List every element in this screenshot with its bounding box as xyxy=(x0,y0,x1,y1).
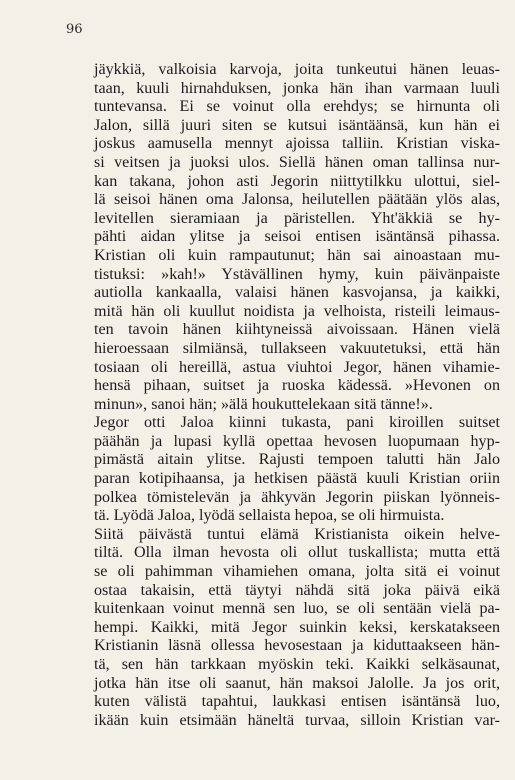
text-line: tuntevansa. Ei se voinut olla erehdys; se hirnunta oli xyxy=(94,98,500,116)
text-line: päähän ja lupasi kyllä opettaa hevosen luopumaan hyp- xyxy=(94,432,500,450)
text-line: kuten välistä tapahtui, laukkasi entisen isäntänsä luo, xyxy=(94,693,500,711)
body-text xyxy=(94,61,500,730)
text-line: kan takana, johon asti Jegorin niittytilkku ulottui, siel- xyxy=(94,172,500,190)
text-line: Kristian oli kuin rampautunut; hän sai ainoastaan mu- xyxy=(94,246,500,264)
text-line: tiltä. Olla ilman hevosta oli ollut tuskallista; mutta että xyxy=(94,544,500,562)
text-line: hensä pihaan, suitset ja ruoska kädessä. »Hevonen on xyxy=(94,377,500,395)
text-line: paran kotipihaansa, ja hetkisen päästä kuuli Kristian oriin xyxy=(94,470,500,488)
text-line: mitä hän oli kuullut noidista ja velhoista, risteili leimaus- xyxy=(94,302,500,320)
page-number: 96 xyxy=(66,22,83,37)
text-line: ostaa takaisin, että täytyi nähdä sitä joka päivä eikä xyxy=(94,581,500,599)
text-line: jäykkiä, valkoisia karvoja, joita tunkeutui hänen leuas- xyxy=(94,61,500,78)
text-line: Kristianin läsnä ollessa hevosestaan ja kiduttaakseen hän- xyxy=(94,637,500,655)
text-line: autiolla kankaalla, valaisi hänen kasvojansa, ja kaikki, xyxy=(94,284,500,302)
text-line: jotka hän itse oli saanut, hän maksoi Jalolle. Ja jos orit, xyxy=(94,674,500,692)
text-line: hempi. Kaikki, mitä Jegor suinkin keksi, kerskatakseen xyxy=(94,618,500,636)
text-line: tistuksi: »kah!» Ystävällinen hymy, kuin päivänpaiste xyxy=(94,265,500,283)
text-line: ten tavoin hänen kiihtyneissä aivoissaan. Hänen vielä xyxy=(94,321,500,339)
text-line: pähti aidan ylitse ja seisoi entisen isäntänsä pihassa. xyxy=(94,228,500,246)
text-line: lä seisoi hänen oma Jalonsa, heilutellen päätään ylös alas, xyxy=(94,191,500,209)
text-line: Jegor otti Jaloa kiinni tukasta, pani kiroillen suitset xyxy=(94,414,500,432)
text-line: taan, kuuli hirnahduksen, jonka hän ihan varmaan luuli xyxy=(94,79,500,97)
text-line: joskus aamusella mennyt ajoissa talliin. Kristian viska- xyxy=(94,135,500,153)
text-line: levitellen sieramiaan ja päristellen. Yht'äkkiä se hy- xyxy=(94,209,500,227)
text-line: polkea tömistelevän ja ähkyvän Jegorin piiskan lyönneis- xyxy=(94,488,500,506)
text-line: minun», sanoi hän; »älä houkuttelekaan sitä tänne!». xyxy=(94,395,433,413)
text-line: hieroessaan silmiänsä, tullakseen vakuutetuksi, että hän xyxy=(94,339,500,357)
text-line: kuitenkaan voinut mennä sen luo, se oli sentään vielä pa- xyxy=(94,600,500,618)
text-line: ikään kuin etsimään häneltä turvaa, silloin Kristian var- xyxy=(94,711,500,729)
text-line: Siitä päivästä tuntui elämä Kristianista oikein helve- xyxy=(94,525,500,543)
text-line: se oli pahimman vihamiehen omana, jolta sitä ei voinut xyxy=(94,563,500,581)
text-line: tosiaan oli hereillä, astua viuhtoi Jegor, hänen vihamie- xyxy=(94,358,500,376)
text-line: pimästä aitain ylitse. Rajusti tempoen talutti hän Jalo xyxy=(94,451,500,469)
text-line: Jalon, sillä juuri siten se kutsui isäntäänsä, kun hän ei xyxy=(94,116,500,134)
text-line: tä. Lyödä Jaloa, lyödä sellaista hepoa, se oli hirmuista. xyxy=(94,507,445,525)
text-line: tä, sen hän tarkkaan myöskin teki. Kaikki selkäsaunat, xyxy=(94,656,500,673)
text-line: si veitsen ja juoksi ulos. Siellä hänen oman tallinsa nur- xyxy=(94,153,500,171)
